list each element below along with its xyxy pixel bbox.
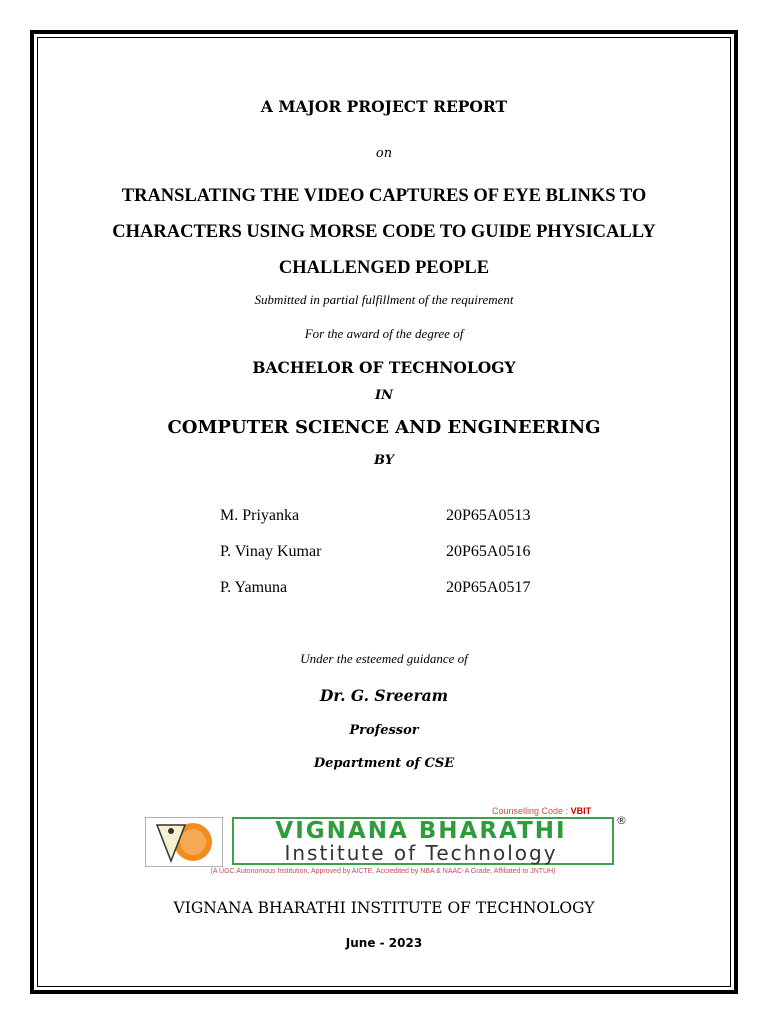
logo-tagline: (A UGC Autonomous Institution, Approved by AICTE, Accredited by NBA & NAAC-A Grade, Affiliated to JNTUH): [210, 868, 556, 875]
title-line-3: CHALLENGED PEOPLE: [278, 258, 490, 278]
title-line-1: TRANSLATING THE VIDEO CAPTURES OF EYE BLINKS TO: [121, 186, 647, 206]
report-type: A MAJOR PROJECT REPORT: [260, 97, 508, 116]
student-roll: 20P65A0516: [446, 543, 531, 560]
student-name: P. Yamuna: [220, 579, 288, 596]
student-roll: 20P65A0517: [446, 579, 531, 596]
award-text: For the award of the degree of: [304, 326, 464, 341]
submitted-text: Submitted in partial fulfillment of the requirement: [254, 292, 514, 307]
counselling-code: Counselling Code : VBIT: [492, 806, 592, 816]
institution-name: VIGNANA BHARATHI INSTITUTE OF TECHNOLOGY: [173, 899, 595, 917]
guide-department: Department of CSE: [313, 756, 455, 771]
on-label: on: [375, 146, 393, 161]
student-name: M. Priyanka: [220, 507, 300, 524]
degree-name: BACHELOR OF TECHNOLOGY: [252, 358, 516, 377]
department-name: COMPUTER SCIENCE AND ENGINEERING: [167, 417, 601, 438]
student-name: P. Vinay Kumar: [220, 543, 322, 560]
logo-subtitle: Institute of Technology: [284, 841, 558, 865]
guide-title: Professor: [349, 723, 419, 738]
submission-date: June - 2023: [345, 936, 423, 950]
by-label: BY: [373, 453, 395, 468]
in-label: IN: [375, 388, 393, 403]
logo-name: VIGNANA BHARATHI: [275, 818, 567, 844]
institution-emblem-icon: [145, 817, 223, 867]
title-line-2: CHARACTERS USING MORSE CODE TO GUIDE PHYSICALLY: [112, 222, 656, 242]
registered-mark: ®: [616, 814, 627, 827]
guide-name: Dr. G. Sreeram: [319, 686, 449, 705]
student-roll: 20P65A0513: [446, 507, 531, 524]
guidance-text: Under the esteemed guidance of: [300, 651, 468, 666]
